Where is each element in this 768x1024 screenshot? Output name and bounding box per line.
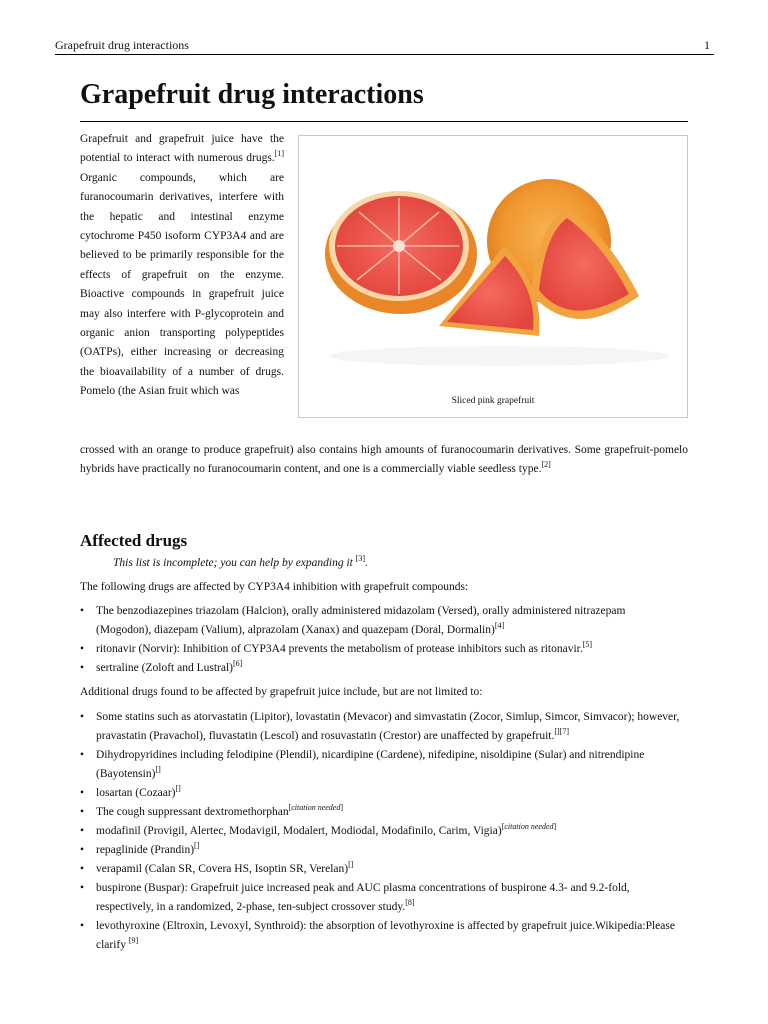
list-item-text: modafinil (Provigil, Alertec, Modavigil, Modalert, Modiodal, Modafinilo, Carim, Vigia)[citation needed]	[96, 822, 557, 837]
list-item	[80, 659, 680, 678]
bullet-icon: •	[80, 806, 85, 818]
list-item	[80, 784, 680, 803]
list-item-text: sertraline (Zoloft and Lustral)[6]	[96, 659, 243, 674]
list-item-text: verapamil (Calan SR, Covera HS, Isoptin SR, Verelan)[]	[96, 860, 354, 875]
intro-paragraph-column: Grapefruit and grapefruit juice have the potential to interact with numerous drugs.[1] Organic compounds, which are furanocoumarin derivatives, interfere with the hepatic and intestinal enzyme cytochrome P450 isoform CYP3A4 and are believed to be primarily responsible for the effects of grapefruit on the enzyme. Bioactive compounds in grapefruit juice may also interfere with P-glycoprotein and organic anion transporting polypeptides (OATPs), either increasing or decreasing the bioavailability of a number of drugs. Pomelo (the Asian fruit which was	[80, 133, 284, 398]
bullet-icon: •	[80, 787, 85, 799]
bullet-icon: •	[80, 825, 85, 837]
bullet-icon: •	[80, 749, 85, 761]
list-item	[80, 803, 680, 822]
note-text: This list is incomplete; you can help by expanding it	[113, 557, 353, 569]
page-title: Grapefruit drug interactions	[80, 78, 688, 122]
list-item	[80, 602, 680, 640]
list-item	[80, 860, 680, 879]
list-item-text: The benzodiazepines triazolam (Halcion), orally administered midazolam (Versed), orally administered nitrazepam (Mogodon), diazepam (Valium), alprazolam (Xanax) and quazepam (Doral, Dormalin)[4]	[96, 605, 626, 636]
bullet-icon: •	[80, 643, 85, 655]
paragraph-cyp3a4: The following drugs are affected by CYP3A4 inhibition with grapefruit compounds:	[80, 581, 469, 593]
list-item-text: Dihydropyridines including felodipine (Plendil), nicardipine (Cardene), nifedipine, nisoldipine (Sular) and nitrendipine (Bayotensin)[]	[96, 749, 645, 780]
intro-paragraph-continued: crossed with an orange to produce grapefruit) also contains high amounts of furanocoumarin derivatives. Some grapefruit-pomelo hybrids have practically no furanocoumarin content, and one is a commercially viable seedless type.[2]	[80, 444, 688, 476]
figure	[298, 135, 688, 418]
list-item	[80, 746, 680, 784]
list-item-text: ritonavir (Norvir): Inhibition of CYP3A4 prevents the metabolism of protease inhibitors such as ritonavir.[5]	[96, 640, 593, 655]
list-item-text: buspirone (Buspar): Grapefruit juice increased peak and AUC plasma concentrations of buspirone 4.3- and 9.2-fold, respectively, in a randomized, 2-phase, ten-subject crossover study.[8]	[96, 882, 630, 913]
bullet-icon: •	[80, 605, 85, 617]
list-item	[80, 917, 680, 955]
paragraph-additional-drugs: Additional drugs found to be affected by grapefruit juice include, but are not limited to:	[80, 686, 483, 698]
bullet-icon: •	[80, 844, 85, 856]
page-number: 1	[704, 38, 710, 52]
running-head	[55, 38, 714, 55]
list-item-text: Some statins such as atorvastatin (Lipitor), lovastatin (Mevacor) and simvastatin (Zocor, Simlup, Simcor, Simvacor); however, pravastatin (Pravachol), fluvastatin (Lescol) and rosuvastatin (Crestor) are unaffected by grapefruit.[][7]	[96, 711, 680, 742]
list-item-text: losartan (Cozaar)[]	[96, 784, 181, 799]
list-item-text: repaglinide (Prandin)[]	[96, 841, 200, 856]
bullet-icon: •	[80, 882, 85, 894]
section-heading: Affected drugs	[80, 531, 188, 550]
running-head-title: Grapefruit drug interactions	[55, 38, 189, 52]
figure-caption: Sliced pink grapefruit	[451, 396, 535, 406]
list-item-text: levothyroxine (Eltroxin, Levoxyl, Synthroid): the absorption of levothyroxine is affected by grapefruit juice.Wikipedia:Please clarify [9]	[96, 920, 675, 951]
bullet-icon: •	[80, 920, 85, 932]
note-reference: [3]	[355, 554, 366, 563]
list-item	[80, 822, 680, 841]
list-item	[80, 708, 680, 746]
additional-drugs-list	[80, 708, 680, 955]
bullet-icon: •	[80, 711, 85, 723]
list-item-text: The cough suppressant dextromethorphan[citation needed]	[96, 803, 344, 818]
grapefruit-image	[309, 146, 677, 386]
bullet-icon: •	[80, 863, 85, 875]
affected-drugs-list	[80, 602, 680, 678]
list-item	[80, 640, 680, 659]
incomplete-list-note: This list is incomplete; you can help by expanding it [3].	[113, 554, 368, 569]
list-item	[80, 879, 680, 917]
list-item	[80, 841, 680, 860]
bullet-icon: •	[80, 662, 85, 674]
